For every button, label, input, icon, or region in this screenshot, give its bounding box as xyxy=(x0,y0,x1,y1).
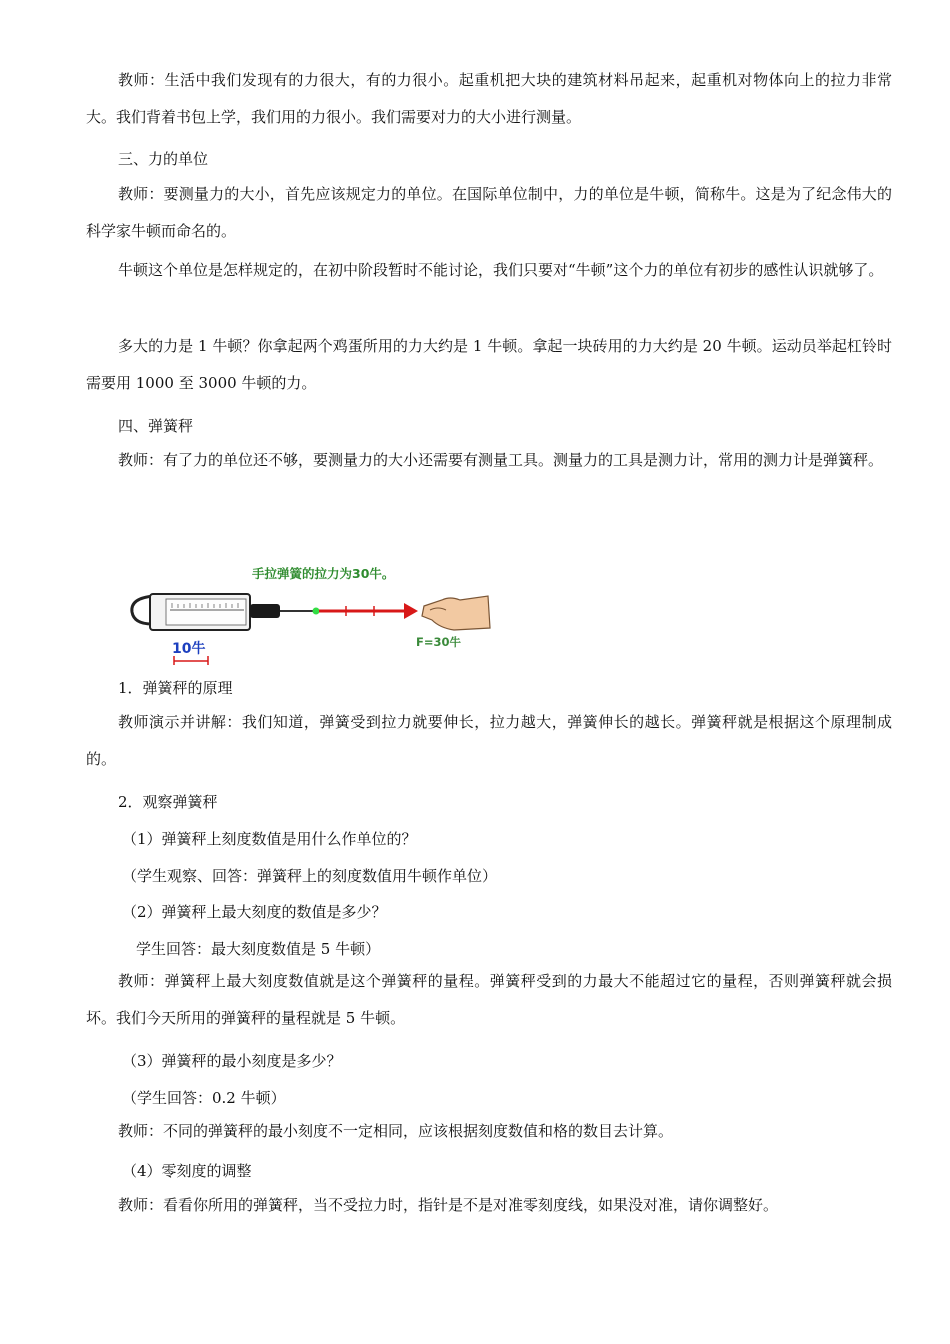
answer-unit: （学生观察、回答：弹簧秤上的刻度数值用牛顿作单位） xyxy=(122,867,498,885)
hand-icon xyxy=(422,596,490,630)
paragraph-scale-range: 教师：弹簧秤上最大刻度数值就是这个弹簧秤的量程。弹簧秤受到的力最大不能超过它的量程，否则弹簧秤就会损坏。我们今天所用的弹簧秤的量程就是 5 牛顿。 xyxy=(86,972,892,1027)
scale-pull-rod xyxy=(250,604,280,618)
arrow-origin-dot xyxy=(313,608,320,615)
paragraph-teacher-force-magnitude: 教师：生活中我们发现有的力很大，有的力很小。起重机把大块的建筑材料吊起来，起重机对物体向上的拉力非常大。我们背着书包上学，我们用的力很小。我们需要对力的大小进行测量。 xyxy=(86,71,892,126)
section-heading-spring-scale: 四、弹簧秤 xyxy=(118,417,194,435)
question-unit: （1）弹簧秤上刻度数值是用什么作单位的？ xyxy=(122,830,417,848)
paragraph-teacher-newton-unit: 教师：要测量力的大小，首先应该规定力的单位。在国际单位制中，力的单位是牛顿，简称牛。这是为了纪念伟大的科学家牛顿而命名的。 xyxy=(86,185,892,240)
paragraph-zero-adjust: 教师：看看你所用的弹簧秤，当不受拉力时，指针是不是对准零刻度线，如果没对准，请你调整好。 xyxy=(118,1196,779,1214)
figure-caption: 手拉弹簧的拉力为30牛。 xyxy=(252,566,395,581)
spring-scale-illustration xyxy=(124,558,496,670)
paragraph-one-newton-examples: 多大的力是 1 牛顿？你拿起两个鸡蛋所用的力大约是 1 牛顿。拿起一块砖用的力大约是 20 牛顿。运动员举起杠铃时需要用 1000 至 3000 牛顿的力。 xyxy=(86,337,892,392)
question-max-scale: （2）弹簧秤上最大刻度的数值是多少？ xyxy=(122,903,387,921)
unit-scale-label: 10牛 xyxy=(172,641,206,657)
question-zero-adjust: （4）零刻度的调整 xyxy=(122,1162,252,1180)
paragraph-newton-definition: 牛顿这个单位是怎样规定的，在初中阶段暂时不能讨论，我们只要对“牛顿”这个力的单位有初步的感性认识就够了。 xyxy=(118,261,884,279)
paragraph-teacher-measuring-tool: 教师：有了力的单位还不够，要测量力的大小还需要有测量工具。测量力的工具是测力计，常用的测力计是弹簧秤。 xyxy=(118,451,884,469)
force-label: F=30牛 xyxy=(416,635,461,649)
section-heading-force-unit: 三、力的单位 xyxy=(118,150,209,168)
answer-max-scale: 学生回答：最大刻度数值是 5 牛顿） xyxy=(136,940,381,958)
force-arrowhead xyxy=(404,603,418,619)
subsection-heading-principle: 1．弹簧秤的原理 xyxy=(118,679,233,697)
subsection-heading-observe: 2．观察弹簧秤 xyxy=(118,793,218,811)
spring-scale-figure xyxy=(124,558,496,670)
answer-min-scale: （学生回答：0.2 牛顿） xyxy=(122,1089,286,1107)
paragraph-min-scale-calc: 教师：不同的弹簧秤的最小刻度不一定相同，应该根据刻度数值和格的数目去计算。 xyxy=(118,1122,674,1140)
scale-face xyxy=(166,599,246,625)
paragraph-spring-principle: 教师演示并讲解：我们知道，弹簧受到拉力就要伸长，拉力越大，弹簧伸长的越长。弹簧秤就是根据这个原理制成的。 xyxy=(86,713,892,768)
question-min-scale: （3）弹簧秤的最小刻度是多少？ xyxy=(122,1052,342,1070)
